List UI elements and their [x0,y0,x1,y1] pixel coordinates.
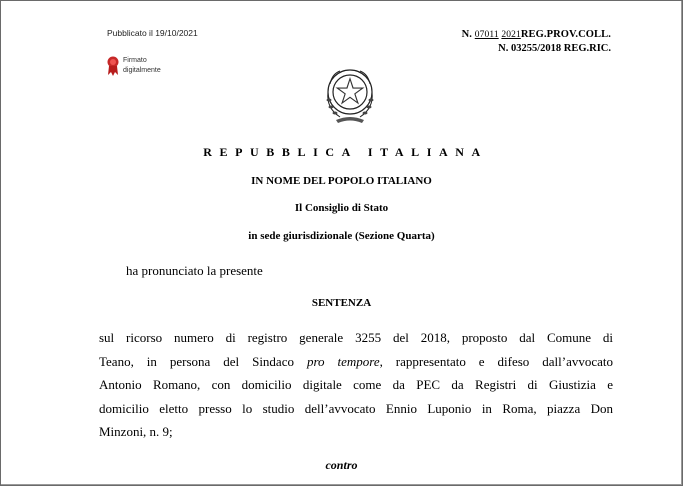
reg-prov-coll [462,28,611,42]
paragraph-line-3: Antonio Romano, con domicilio digitale come da PEC da Registri di Giustizia e [99,377,613,392]
registry-numbers [462,28,611,56]
line2-pre: Teano, in persona del Sindaco [99,353,307,369]
reg-prov-suffix: REG.PROV.COLL. [520,29,611,40]
reg-prov-prefix: N. [461,29,473,40]
publication-date: Pubblicato il 19/10/2021 [107,28,198,38]
council-heading: Il Consiglio di Stato [294,202,389,214]
paragraph-line-2 [99,350,613,374]
pronounced-line: ha pronunciato la presente [126,263,263,278]
sentence-heading: SENTENZA [311,297,372,309]
reg-prov-number: 07011 [474,30,499,40]
signed-label-line2: digitalmente [123,67,161,74]
paragraph-line-5: Minzoni, n. 9; [99,424,173,439]
italian-republic-emblem-icon [318,62,382,126]
reg-prov-year: 2021 [501,30,521,40]
paragraph-line-1: sul ricorso numero di registro generale 3255 del 2018, proposto dal Comune di [99,330,613,345]
reg-ric: N. 03255/2018 REG.RIC. [498,43,611,54]
section-heading: in sede giurisdizionale (Sezione Quarta) [248,230,435,242]
people-heading: IN NOME DEL POPOLO ITALIANO [251,175,432,187]
pro-tempore-italic: pro tempore [306,353,380,369]
digital-signature-badge [106,55,161,77]
seal-icon [106,55,120,77]
appeal-paragraph [99,326,613,444]
paragraph-line-4: domicilio eletto presso lo studio dell’avvocato Ennio Luponio in Roma, piazza Don [99,400,613,416]
signed-label-line1: Firmato [123,57,147,64]
contro-heading: contro [325,458,358,472]
line2-post: , rappresentato e difeso dall’avvocato [379,353,613,369]
republic-heading: REPUBBLICA ITALIANA [203,145,488,159]
